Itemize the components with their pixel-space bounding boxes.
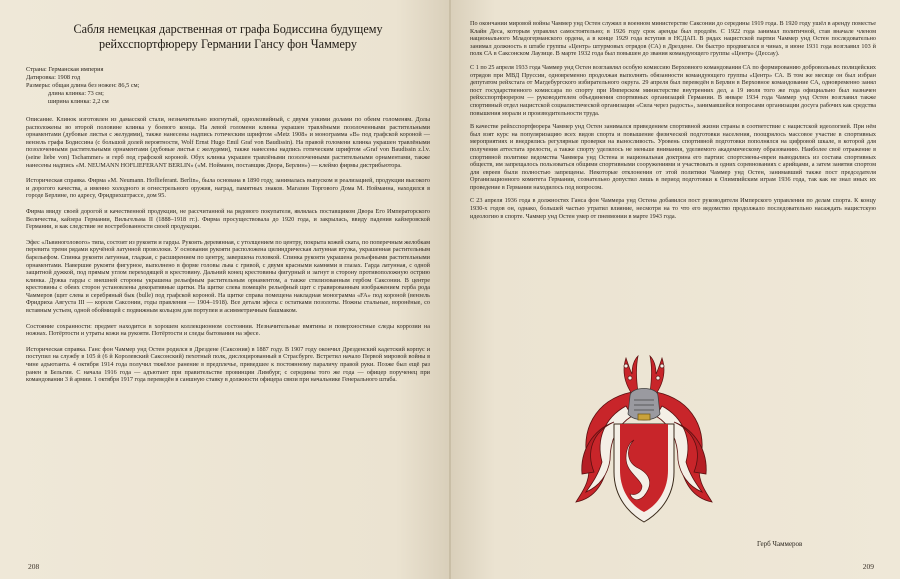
page-number-right: 209 (862, 562, 874, 571)
shield (614, 424, 674, 522)
image-caption: Герб Чаммеров (757, 540, 803, 548)
paragraph-description: Описание. Клинок изготовлен из дамасской стали, незначительно изогнутый, однолезвийный, с двумя узкими долами по обеим голоменям. Долы расположены во второй половине клинка у боевого конца. На левой голомени клинка украшен травлёными позолоченными растительными орнаментами (дубовые листья с желудями), также нанесены надпись готическим шрифтом «Metz 1908» и монограмма «В» под графской короной — вензель графа Бодиссина (с большой долей вероятности, Wolf Ernst Hugo Emil Graf von Baudissin). На правой голомени клинка украшен травлёными позолоченными растительными орнаментами (дубовые листья с желудями), также нанесены надпись готическим шрифтом «Graf von Baudissin z.l.v. (seine liebe von) Tschammer» и герб под графской короной. Обух клинка украшен травлёными позолоченными растительными орнаментами, также нанесены надпись «M. NEUMANN HOFLIEFERANT BERLIN» («М. Нойманн, поставщик Двора, Берлин») — клеймо фирмы дистрибьютора. (26, 116, 430, 169)
paragraph-postwar: По окончании мировой войны Чаммер унд Остен служил в военном министерстве Саксонии до середины 1919 года. В 1920 году ушёл в аренду поместье Клайн Деса, которым управлял самостоятельно; в 1926 году срок аренды был продлён. С 1922 года занимал политичной, став вначале членом национального Младогерманского ордена, а в конце 1929 года вступив в НСДАП. В рядах нацистской партии Чаммер унд Остен последовательно занимал должность в штабе группы «Центр» штурмовых отрядов (СА) в Дрездене. Он быстро продвигался в чинах, в июне 1931 года возглавил 103 й полк СА в Саксонском Лаузице. В марте 1932 года был повышен до звания командующего группы «Центр» (Дессау). (470, 20, 876, 58)
paragraph-firm-supplier: Фирма ввиду своей дорогой и качественной продукции, не рассчитанной на рядового покупателя, являлась поставщиком Двора Его Императорского Величества, кайзера Германии, Вильгельма II (1888–1918 гг.). Фирма просуществовала до 1920 года, и закрылась, ввиду падения кайзеровской Германии, и как следствие не востребованности своей продукции. (26, 207, 430, 231)
page-number-left: 208 (28, 562, 40, 571)
specification-block (26, 66, 430, 106)
spec-size-blade: длина клинка: 73 см; (26, 90, 104, 97)
paragraph-1936: С 23 апреля 1936 года в должностях Ганса фон Чаммера унд Остена добавился пост руководителя Имперского управления по делам спорта. К концу 1930-х годов он, однако, большей частью утратил влияние, несмотря на то что его ведомство продолжало последовательно насаждать нацистскую идеологию в спорте. Чаммер унд Остен умер от пневмонии в марте 1943 года. (470, 197, 876, 220)
coat-of-arms-image (574, 352, 714, 530)
paragraph-biography-start: Историческая справка. Ганс фон Чаммер унд Остен родился в Дрездене (Саксония) в 1887 году. В 1907 году окончил Дрезденский кадетский корпус и поступил на службу в 105 й (6 й Королевский Саксонский) пехотный полк, дислоцированный в Страсбурге. Встретил начало Первой мировой войны в чине адъютанта. 4 октября 1914 года получил тяжёлое ранение в предплечье, приведшее к постоянному параличу правой руки. Позже был ещё раз ранен в Бельгии. С начала 1916 года — адъютант при правительстве провинции Лимбург, с середины того же года — офицер порученец при командовании 3 й армии. 1 октября 1917 года переведён в саншную ставку в должности офицера связи при начальнике Генерального штаба. (26, 345, 430, 384)
paragraph-history-firm: Историческая справка. Фирма «M. Neumann. Hoflieferant. Berlin», была основана в 1890 году, занималась выпуском и реализацией, продукции высокого и дорогого качества, а именно холодного и огнестрельного оружия, наград, памятных знаков. Магазин Торгового Дома М. Нойманна, находился в городе Берлине, по адресу, Фридрихштрассе, дом 95. (26, 177, 430, 200)
spec-size-width: ширина клинка: 2,2 см (26, 98, 109, 105)
article-title: Сабля немецкая дарственная от графа Бодиссина будущему рейхсспортфюреру Германии Гансу фон Чаммеру (73, 22, 383, 51)
book-gutter (449, 0, 451, 579)
spec-date: Датировка: 1908 год (26, 74, 81, 81)
spec-size-total: Размеры: общая длина без ножен: 86,5 см; (26, 82, 140, 89)
paragraph-hilt: Эфес «Львиноголового» типа, состоит из рукояти и гарды. Рукоять деревянная, с утолщением по центру, покрыта кожей ската, по поперечным желобкам перевита тремя рядами кручёной латунной проволоки. У основания рукояти расположена цилиндрическая латунная втулка, украшенная растительным барельефом. Спинка рукояти латунная, гладкая, с расширением по центру, завершена головкой. Спинка рукояти украшена рельефными растительными орнаментами. Навершие рукояти фигурное, выполнено в форме головы льва с гривой, с двумя красными камнями в глазах. Гарда латунная, с одной защитной дужкой, под прямым углом переходящей в крестовину. Дальний конец крестовины фигурный и загнут в сторону противоположную острию клинка. Дужка гарды с внешней стороны украшена рельефным растительным орнаментом, а также стилизованным гербом Саксонии. В центре крестовины с обеих сторон установлены декоративные щитки. На щитке слева помещён рельефный щит с гравированным изображением герба рода Чаммеров (щит слева и серебряный бык (bulle) под графской короной. На щитке справа помещена накладная монограмма «FA» под короной (вензель Фридриха Августа III — короля Саксонии, годы правления — 1904–1918). Все детали эфеса с остатками позолоты. Ножны стальные, воронёные, со вставным устьем, одной обоймицей с подвижным кольцом для портупеи и асимметричным башмаком. (26, 238, 430, 315)
paragraph-1933: С 1 по 25 апреля 1933 года Чаммер унд Остен возглавлял особую комиссию Верховного командования СА по формированию добровольных полицейских отрядов при МВД Пруссии, одновременно продолжая выполнять обязанности командующего группы «Центр» СА. В том же месяце он был избран депутатом рейхстага от Магдебургского избирательного округа. 29 апреля был переведён в Берлин в Верховное командование СА, одновременно занял пост государственного комиссара по спорту при Имперском министерстве внутренних дел, а 19 июля того же года официально был назначен рейхсспортфюрером — руководителем объединения спортивных организаций Германии. В январе 1934 года Чаммер унд Остен возглавил также спортивный отдел нацистской социалистической организации «Сила через радость», занимавшейся вопросами организации досуга рабочих как средства повышения морали и производительности труда. (470, 63, 876, 117)
spec-country: Страна: Германская империя (26, 66, 104, 73)
paragraph-sport-policy: В качестве рейхсспортфюрера Чаммер унд Остен занимался приведением спортивной жизни страны в соответствие с нацистской идеологией. При нём был взят курс на популяризацию всех видов спорта и повышение физической подготовки населения, поощрялось массовое участие в спортивных мероприятиях и внедрялись регулярные проверки на выносливость. Уровень спортивной подготовки пополнялся на цифровой шкале, в которой для получения аттестата зрелости, а также спорту уделялось не меньше внимания, уделяемого академическому образованию. Наиболее своё отражение в спортивной политике ведомства Чаммера унд Остена и национальная доктрина его партии: спортсмены-евреи выводились из состава спортивных обществ, им запрещалось пользоваться общими спортивными сооружениями и участвовать в одних соревнованиях с арийцами, а затем занятия спортом для евреев были полностью запрещены. Некоторые отклонения от этой политики Чаммер унд Остен, занимавший также пост председателя Организационного комитета Германии, сознательно допустил лишь в период подготовки к Олимпийским играм 1936 года, так как не знал иных их проведение в Германии находилось под вопросом. (470, 123, 876, 191)
helmet (628, 389, 660, 421)
paragraph-condition: Состояние сохранности: предмет находится в хорошем коллекционном состоянии. Незначительные вмятины и поверхностные следы коррозии на ножнах. Потёртости и утраты кожи на рукояти. Потёртости и следы бытования на эфесе. (26, 322, 430, 338)
